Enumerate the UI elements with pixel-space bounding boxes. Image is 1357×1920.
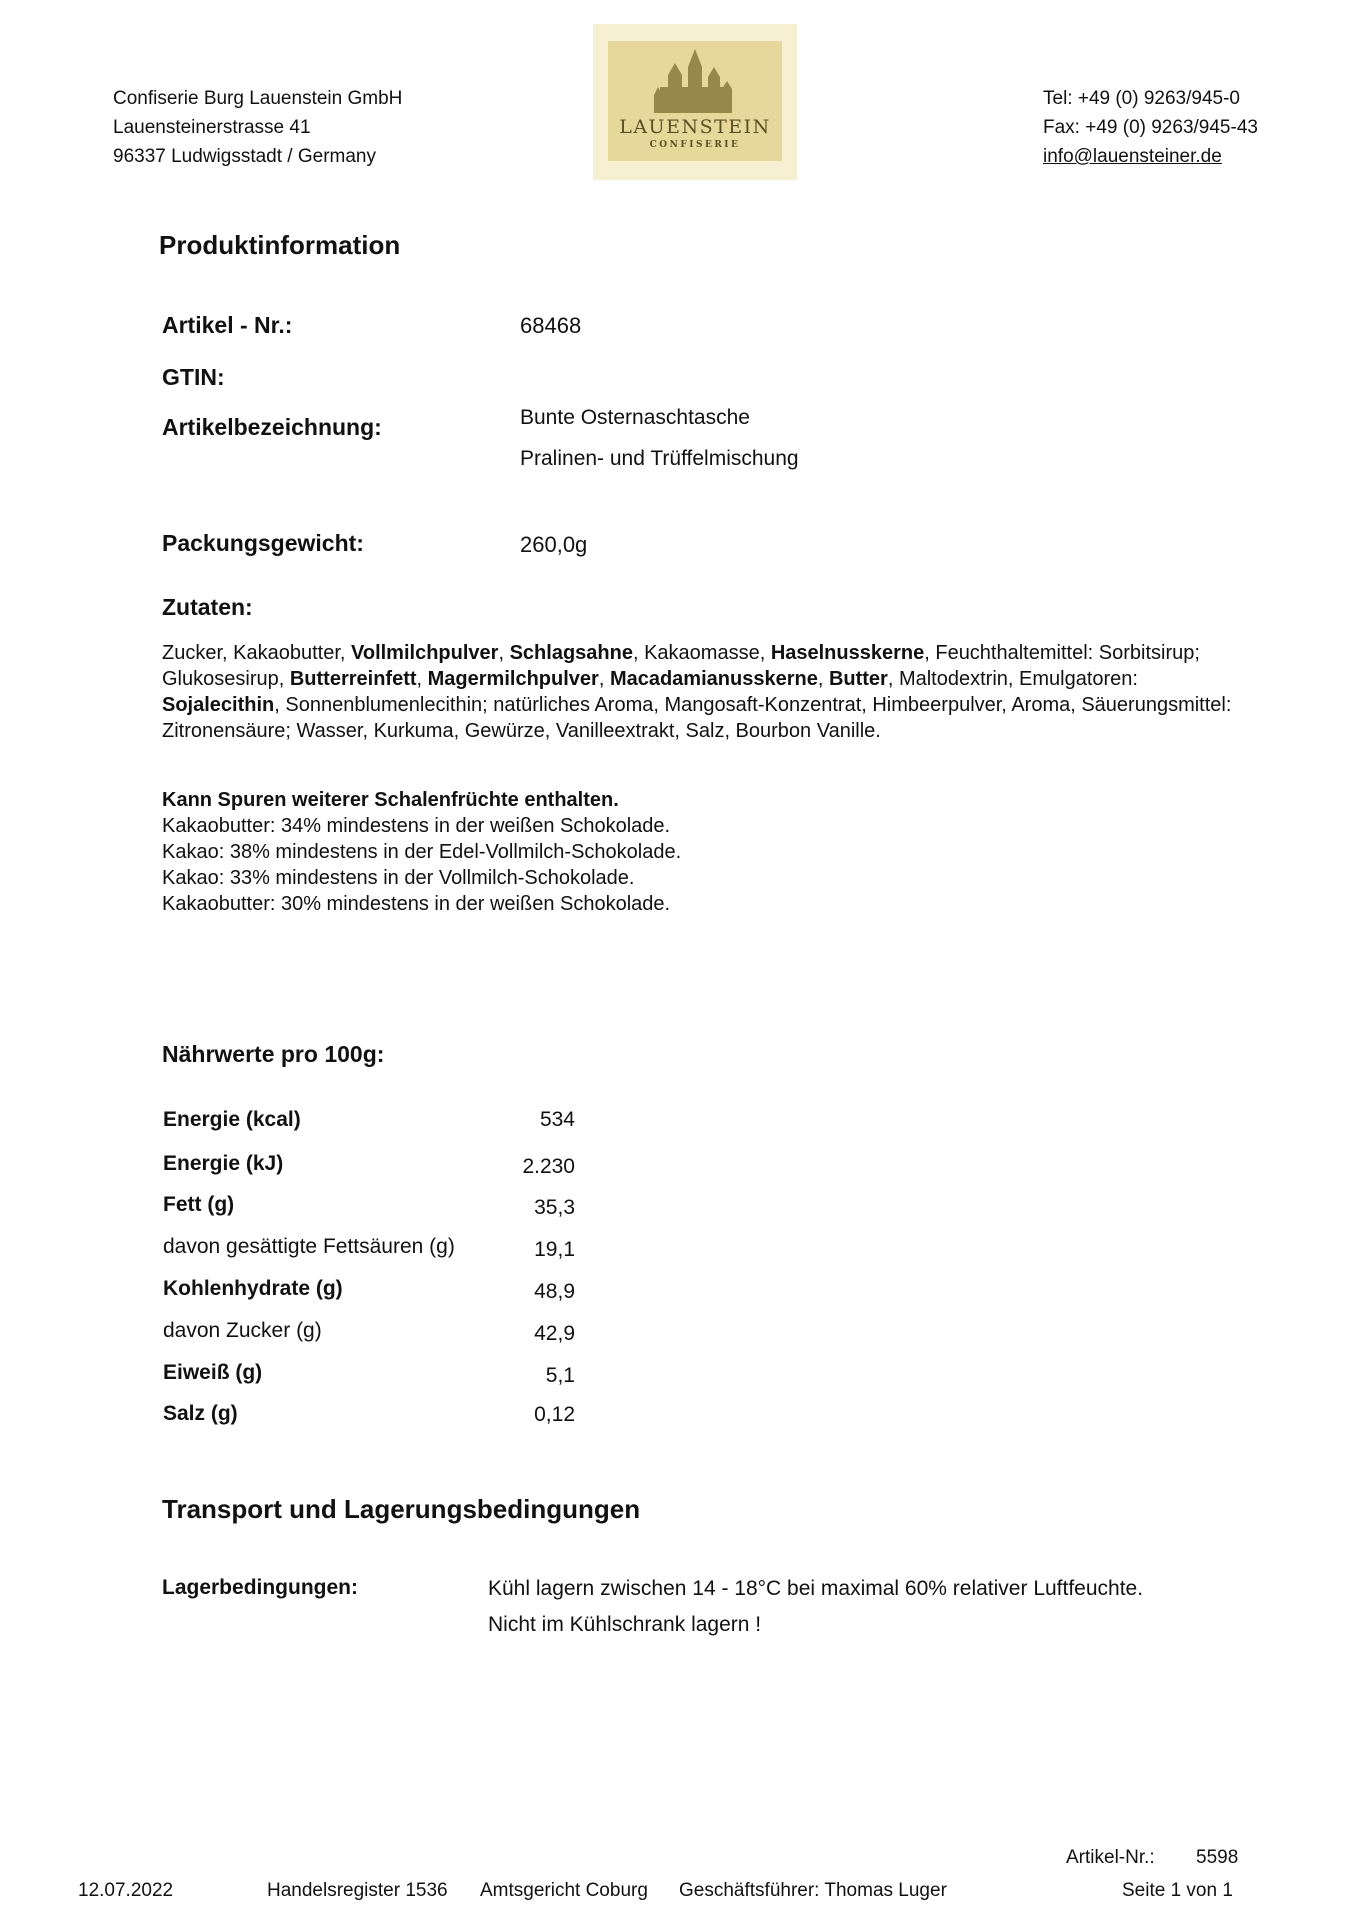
nutrition-row (163, 1319, 575, 1349)
article-name-value (520, 406, 799, 471)
ingredient-text: , Feuchthaltemittel: Sorbitsirup; Glukosesirup, (162, 642, 1200, 690)
nutrition-row-label: Energie (kcal) (163, 1108, 301, 1131)
logo-subtitle: CONFISERIE (649, 140, 741, 150)
gtin-label: GTIN: (162, 364, 225, 390)
nutrition-row-value: 0,12 (534, 1403, 575, 1426)
nutrition-label: Nährwerte pro 100g: (162, 1041, 385, 1067)
footer-article-value: 5598 (1196, 1847, 1239, 1868)
allergen-ingredient: Butter (828, 668, 888, 690)
footer-page: Seite 1 von 1 (1122, 1880, 1233, 1901)
footer-manager: Geschäftsführer: Thomas Luger (679, 1880, 947, 1901)
cocoa-note: Kakaobutter: 34% mindestens in der weißen Schokolade. (162, 815, 671, 837)
nutrition-row (163, 1277, 575, 1307)
cocoa-note: Kakao: 38% mindestens in der Edel-Vollmilch-Schokolade. (162, 841, 682, 863)
allergen-ingredient: Sojalecithin (162, 694, 275, 716)
storage-line1: Kühl lagern zwischen 14 - 18°C bei maximal 60% relativer Luftfeuchte. (488, 1577, 1144, 1600)
footer-article-label: Artikel-Nr.: (1066, 1847, 1155, 1868)
allergen-ingredient: Macadamianusskerne (609, 668, 818, 690)
nutrition-row (163, 1235, 575, 1265)
company-contact (1043, 84, 1258, 171)
article-name-label: Artikelbezeichnung: (162, 414, 382, 440)
article-number-label: Artikel - Nr.: (162, 312, 293, 338)
package-weight-label: Packungsgewicht: (162, 530, 364, 556)
article-name-line2: Pralinen- und Trüffelmischung (520, 447, 799, 470)
nutrition-row-value: 42,9 (534, 1322, 575, 1345)
allergy-note: Kann Spuren weiterer Schalenfrüchte enthalten. (162, 789, 619, 811)
company-city: 96337 Ludwigsstadt / Germany (113, 146, 376, 167)
nutrition-row (163, 1193, 575, 1223)
fax-number: Fax: +49 (0) 9263/945-43 (1043, 117, 1258, 138)
cocoa-note: Kakao: 33% mindestens in der Vollmilch-Schokolade. (162, 867, 635, 889)
allergen-ingredient: Schlagsahne (509, 642, 633, 664)
nutrition-row (163, 1402, 575, 1432)
article-number-value: 68468 (520, 313, 582, 338)
ingredient-text: Zucker, Kakaobutter, (162, 642, 351, 664)
logo-wordmark: LAUENSTEIN (619, 116, 771, 138)
nutrition-row-value: 48,9 (534, 1280, 575, 1303)
company-street: Lauensteinerstrasse 41 (113, 117, 311, 138)
storage-label: Lagerbedingungen: (162, 1576, 358, 1599)
nutrition-row-value: 2.230 (522, 1155, 575, 1178)
nutrition-row-label: Fett (g) (163, 1193, 235, 1216)
ingredient-text: , (498, 642, 510, 664)
ingredient-text: , Kakaomasse, (632, 642, 771, 664)
nutrition-row-value: 35,3 (534, 1196, 575, 1219)
nutrition-row-label: Kohlenhydrate (g) (163, 1277, 343, 1300)
footer-date: 12.07.2022 (78, 1880, 174, 1901)
nutrition-row (163, 1152, 575, 1182)
ingredients-notes (162, 787, 1247, 917)
nutrition-row-label: Salz (g) (163, 1402, 238, 1425)
nutrition-row-label: davon gesättigte Fettsäuren (g) (163, 1235, 455, 1258)
package-weight-value: 260,0g (520, 532, 588, 557)
storage-line2: Nicht im Kühlschrank lagern ! (488, 1613, 762, 1636)
footer-court: Amtsgericht Coburg (480, 1880, 648, 1901)
storage-text (488, 1577, 1143, 1637)
ingredient-text: , Maltodextrin, Emulgatoren: (887, 668, 1138, 690)
ingredient-text: , (416, 668, 428, 690)
page-title: Produktinformation (159, 230, 401, 260)
company-name: Confiserie Burg Lauenstein GmbH (113, 88, 403, 109)
article-name-line1: Bunte Osternaschtasche (520, 406, 750, 429)
ingredients-label: Zutaten: (162, 594, 253, 620)
allergen-ingredient: Vollmilchpulver (351, 642, 499, 664)
allergen-ingredient: Magermilchpulver (427, 668, 599, 690)
nutrition-row-value: 19,1 (534, 1238, 575, 1261)
nutrition-row-value: 534 (539, 1108, 575, 1131)
transport-title: Transport und Lagerungsbedingungen (162, 1494, 641, 1524)
nutrition-row-label: davon Zucker (g) (163, 1319, 322, 1342)
nutrition-row-label: Eiweiß (g) (163, 1361, 263, 1384)
allergen-ingredient: Haselnusskerne (770, 642, 925, 664)
phone-number: Tel: +49 (0) 9263/945-0 (1043, 88, 1240, 109)
allergen-ingredient: Butterreinfett (289, 668, 417, 690)
nutrition-row (163, 1108, 575, 1138)
nutrition-row-label: Energie (kJ) (163, 1152, 284, 1175)
ingredient-text: , (598, 668, 610, 690)
lauenstein-logo (593, 24, 797, 180)
ingredients-text (162, 640, 1247, 744)
cocoa-note: Kakaobutter: 30% mindestens in der weißen Schokolade. (162, 893, 671, 915)
email-link[interactable]: info@lauensteiner.de (1043, 146, 1222, 167)
ingredient-text: , Sonnenblumenlecithin; natürliches Aroma, Mangosaft-Konzentrat, Himbeerpulver, Aroma, Säuerungsmittel: Zitronensäure; Wasser, Kurkuma, Gewürze, Vanilleextrakt, Salz, Bourbon Vanille. (162, 694, 1232, 742)
company-address (113, 84, 402, 171)
ingredient-text: , (817, 668, 829, 690)
nutrition-row (163, 1361, 575, 1391)
nutrition-row-value: 5,1 (545, 1364, 575, 1387)
footer-register: Handelsregister 1536 (267, 1880, 448, 1901)
